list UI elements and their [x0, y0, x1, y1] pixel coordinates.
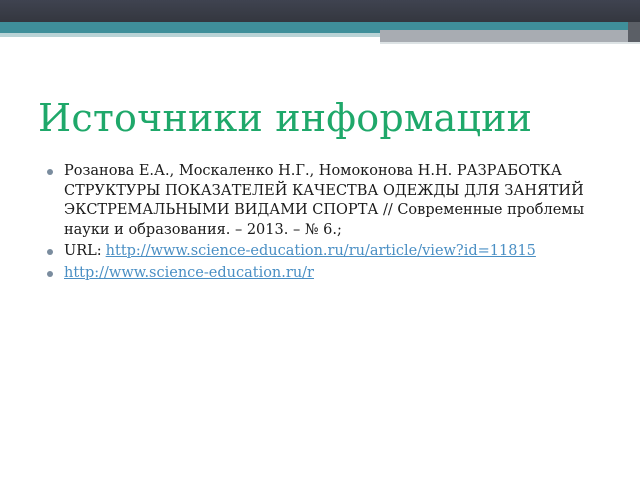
slide-title: Источники информации	[38, 96, 533, 140]
list-item	[44, 242, 604, 262]
top-decor-bar-dark	[0, 0, 640, 22]
url-label: URL:	[64, 243, 102, 259]
top-decor-bar-corner	[628, 22, 640, 42]
source-link[interactable]: http://www.science-education.ru/ru/article/view?id=11815	[105, 243, 536, 259]
list-item	[44, 162, 604, 240]
source-link[interactable]: http://www.science-education.ru/r	[64, 264, 314, 281]
list-item	[44, 264, 604, 284]
top-decor-line	[380, 42, 640, 44]
bullet-dot-icon	[47, 249, 53, 255]
bullet-dot-icon	[47, 169, 53, 175]
citation-text: Розанова Е.А., Москаленко Н.Г., Номоконова Н.Н. РАЗРАБОТКА СТРУКТУРЫ ПОКАЗАТЕЛЕЙ КАЧЕСТВА ОДЕЖДЫ ДЛЯ ЗАНЯТИЙ ЭКСТРЕМАЛЬНЫМИ ВИДАМИ СПОРТА // Современные проблемы науки и образования. – 2013. – № 6.;	[64, 163, 585, 238]
bullet-dot-icon	[47, 271, 53, 277]
sources-list	[44, 162, 604, 285]
